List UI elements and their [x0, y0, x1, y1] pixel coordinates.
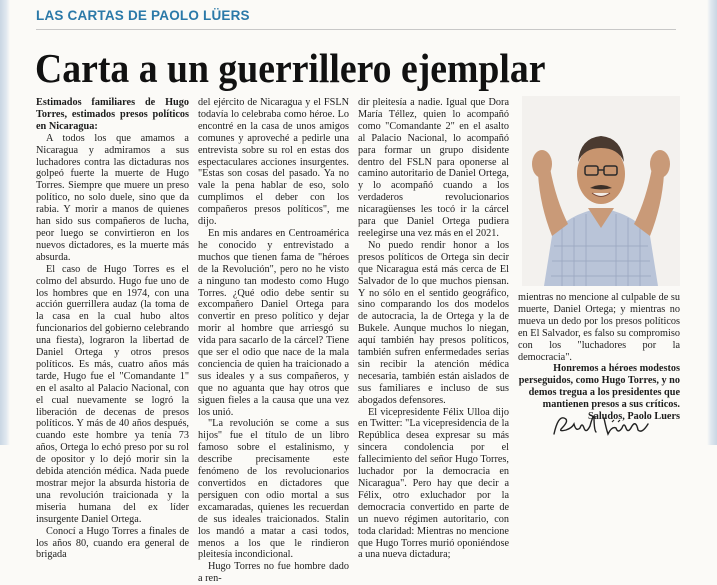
article-paragraph: Hugo Torres no fue hombre dado a ren-: [198, 561, 349, 585]
article-paragraph: El caso de Hugo Torres es el colmo del absurdo. Hugo fue uno de los hombres que en 1974, con una acción guerrillera audaz (la toma de la casa en la cual hubo altos funcionarios del gobierno celebrando una fiesta), lograron la libertad de Daniel Ortega y otros presos políticos. Es más, cuatro años más tarde, Hugo fue el "Comandante 1" en el asalto al Palacio Nacional, con el cual nuevamente se logró la liberación de decenas de presos políticos. Y más de 40 años después, cuando este hombre ya tenía 73 años, Ortega lo echó preso por su rol de opositor y lo dejó morir sin la debida atención médica. Nada puede mostrar mejor la absurda historia de una revolución traicionada y la miseria humana del ex líder insurgente Daniel Ortega.: [36, 263, 189, 525]
right-page-edge: [707, 0, 717, 445]
signature-mark: [548, 408, 658, 442]
article-paragraph: En mis andares en Centroamérica he conocido y entrevistado a muchos que tienen fama de "héroes de la Revolución", pero no he visto a ninguno tan modesto como Hugo Torres. ¿Qué odio debe sentir su excompañero Daniel Ortega para convertir en preso político y dejar morir al hombre que arriesgó su vida para sacarlo de la cárcel? Tiene que ser el odio que nace de la mala conciencia de quien ha traicionado a sus ideales y a sus compañeros, y que no aguanta que hay otros que siguen fieles a la causa que una vez los unió.: [198, 227, 349, 418]
handwritten-signature: [548, 408, 658, 442]
left-page-edge: [0, 0, 10, 445]
article-paragraph: A todos los que amamos a Nicaragua y admiramos a sus luchadores contra las dictaduras nos golpeó fuerte la muerte de Hugo Torres. Siempre que muere un preso político, no solo duele, sino que da rabia. Y morir a manos de quienes han sido sus compañeros de lucha, peor luego se convirtieron en los nuevos dictadores, es la muerte más absurda.: [36, 132, 189, 263]
text-column-2: [198, 97, 349, 585]
article-paragraph: del ejército de Nicaragua y el FSLN todavía lo celebraba como héroe. Lo encontré en la casa de unos amigos comunes y aproveché a pedirle una entrevista sobre su rol en estas dos espectaculares acciones insurgentes. "Estas son cosas del pasado. Ya no vale la pena hablar de eso, solo cumplimos el deber con los compañeros presos políticos", me dijo.: [198, 97, 349, 228]
article-paragraph: Saludos, Paolo Luers: [588, 411, 680, 423]
text-column-4: [518, 292, 680, 423]
article-headline: Carta a un guerrillero ejemplar: [35, 45, 546, 91]
article-paragraph: Conocí a Hugo Torres a finales de los años 80, cuando era general de brigada: [36, 525, 189, 561]
text-column-1: [36, 97, 189, 561]
article-paragraph: mientras no mencione al culpable de su muerte, Daniel Ortega; y mientras no mueva un dedo por los presos políticos en El Salvador, es falso su compromiso con los "luchadores por la democracia".: [518, 292, 680, 363]
article-paragraph: Estimados familiares de Hugo Torres, estimados presos políticos en Nicaragua:: [36, 97, 189, 132]
article-paragraph: El vicepresidente Félix Ulloa dijo en Twitter: "La vicepresidencia de la República desea expresar su más sincera condolencia por el fallecimiento del señor Hugo Torres, luchador por la democracia en Nicaragua". Pero hay que decir a Félix, otro exluchador por la democracia convertido en parte de un nuevo régimen autoritario, con toda claridad: Mientras no mencione que Hugo Torres murió oponiéndose a una nueva dictadura;: [358, 406, 509, 561]
text-column-3: [358, 97, 509, 561]
article-paragraph: Honremos a héroes modestos perseguidos, como Hugo Torres, y no demos tregua a los presidentes que mantienen presos a sus críticos.: [518, 363, 680, 411]
column-kicker: LAS CARTAS DE PAOLO LÜERS: [36, 8, 676, 30]
article-paragraph: dir pleitesía a nadie. Igual que Dora María Téllez, quien lo acompañó como "Comandante 2" en el asalto al Palacio Nacional, lo acompañó para formar un grupo disidente dentro del FSLN para oponerse al camino autoritario de Daniel Ortega, y lo acompañó cuando a los verdaderos revolucionarios nicaragüenses les tocó ir la cárcel para que Daniel Ortega pudiera reelegirse una vez más en el 2021.: [358, 97, 509, 239]
author-portrait-illustration: [522, 96, 680, 286]
article-paragraph: No puedo rendir honor a los presos políticos de Ortega sin decir que Nicaragua está más cerca de El Salvador de lo que muchos piensan. Y no sólo en el sentido geográfico, sino comparando los dos modelos de autocracia, la de Ortega y la de Bukele. Aunque muchos lo niegan, aquí también hay presos políticos, también sufren enfermedades serias sin recibir la atención médica necesaria, también están aislados de sus familiares e incluso de sus abogados defensores.: [358, 239, 509, 406]
article-paragraph: "La revolución se come a sus hijos" fue el título de un libro famoso sobre el estalinismo, y describe precisamente este fenómeno de los revolucionarios convertidos en dictadores que persiguen con odio mortal a sus excamaradas, quienes les recuerdan de sus ideales traicionados. Stalin los mandó a matar a casi todos, menos a los que le rindieron pleitesía incondicional.: [198, 418, 349, 561]
author-photo: [522, 96, 680, 286]
